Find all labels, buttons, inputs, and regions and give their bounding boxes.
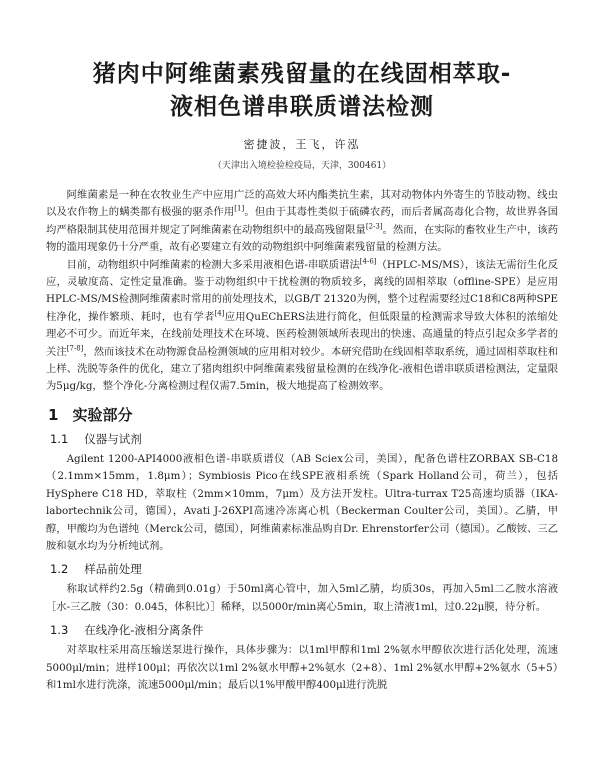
- section-number: 1: [48, 405, 59, 424]
- sample-prep-paragraph: 称取试样约2.5g（精确到0.01g）于50ml离心管中，加入5ml乙腈，均质30s，再加入5ml二乙胺水溶液［水-三乙胺（30：0.045，体积比）］稀释，以5000r/min离心5min，取上清液1ml，过0.22μ膜，待分析。: [46, 583, 558, 613]
- paper-title: [46, 58, 558, 124]
- section-heading-experimental: [48, 404, 558, 425]
- subsection-heading-1-2: [50, 561, 558, 577]
- subsection-number: 1.3: [50, 623, 69, 638]
- subsection-heading-1-3: [50, 622, 558, 638]
- citation: [2-3]: [365, 222, 383, 231]
- intro-paragraph-1: 阿维菌素是一种在农牧业生产中应用广泛的高效大环内酯类抗生素，其对动物体内外寄生的节肢动物、线虫以及农作物上的螨类都有极强的驱杀作用[1]。但由于其毒性类似于硫磷农药，而后者属高毒化合物，故世界各国均严格限制其使用范围并规定了阿维菌素在动物组织中的最高残留限量[2-3]。然而，在实际的畜牧业生产中，该药物的滥用现象仍十分严重，故有必要建立有效的动物组织中阿维菌素残留量的检测方法。: [46, 189, 559, 254]
- subsection-title: 样品前处理: [84, 562, 142, 577]
- intro-paragraph-2: 目前，动物组织中阿维菌素的检测大多采用液相色谱-串联质谱法[4-6]（HPLC-MS/MS），该法无需衍生化反应，灵敏度高、定性定量准确。鉴于动物组织中干扰检测的物质较多，离线的固相萃取（offline-SPE）是应用HPLC-MS/MS检测阿维菌素时常用的前处理技术，以GB/T 21320为例，整个过程需要经过C18和C8两种SPE柱净化，操作繁琐、耗时，也有学者[4]应用QuEChERS法进行简化，但低限量的检测需求导致大体积的浓缩处理必不可少。而近年来，在线前处理技术在环境、医药检测领域所表现出的快速、高通量的特点引起众多学者的关注[7-8]，然而该技术在动物源食品检测领域的应用相对较少。本研究借助在线固相萃取系统，通过固相萃取柱和上样、洗脱等条件的优化，建立了猪肉组织中阿维菌素残留量检测的在线净化-液相色谱串联质谱检测法，定量限为5μg/kg，整个净化-分离检测过程仅需7.5min，极大地提高了检测效率。: [46, 257, 559, 393]
- author-list: 密捷波，王飞，许泓: [243, 138, 361, 151]
- citation: [4-6]: [359, 257, 377, 266]
- subsection-number: 1.1: [50, 431, 69, 446]
- subsection-number: 1.2: [50, 562, 69, 577]
- citation: [4]: [214, 309, 225, 318]
- online-cleanup-paragraph: 对萃取柱采用高压输送泵进行操作，具体步骤为：以1ml甲醇和1ml 2%氨水甲醇依次进行活化处理，流速5000μl/min；进样100μl；再依次以1ml 2%氨水甲醇+2%氨水（2+8）、1ml 2%氨水甲醇+2%氨水（5+5）和1ml水进行洗涤，流速5000μl/min；最后以1%甲酸甲醇400μl进行洗脱: [46, 644, 558, 691]
- subsection-heading-1-1: [50, 431, 558, 447]
- subsection-title: 仪器与试剂: [84, 431, 142, 446]
- citation: [7-8]: [66, 344, 84, 353]
- title-line-2: 液相色谱串联质谱法检测: [170, 94, 434, 120]
- instruments-paragraph: Agilent 1200-API4000液相色谱-串联质谱仪（AB Sciex公司，美国），配备色谱柱ZORBAX SB-C18（2.1mm×15mm，1.8μm）；Symbiosis Pico在线SPE液相系统（Spark Holland公司，荷兰），包括HySphere C18 HD，萃取柱（2mm×10mm，7μm）及方法开发柱。Ultra-turrax T25高速均质器（IKA-labortechnik公司，德国），Avati J-26XPI高速冷冻离心机（Beckerman Coulter公司，美国）。乙腈，甲醇，甲酸均为色谱纯（Merck公司，德国），阿维菌素标准品购自Dr. Ehrenstorfer公司（德国）。乙酸铵、三乙胺和氨水均为分析纯试剂。: [46, 452, 558, 552]
- subsection-title: 在线净化-液相分离条件: [84, 623, 204, 638]
- title-line-1: 猪肉中阿维菌素残留量的在线固相萃取-: [92, 61, 512, 87]
- section-title: 实验部分: [72, 405, 133, 424]
- citation: [1]: [234, 204, 245, 213]
- author-affiliation: （天津出入境检验检疫局，天津，300461）: [212, 161, 392, 171]
